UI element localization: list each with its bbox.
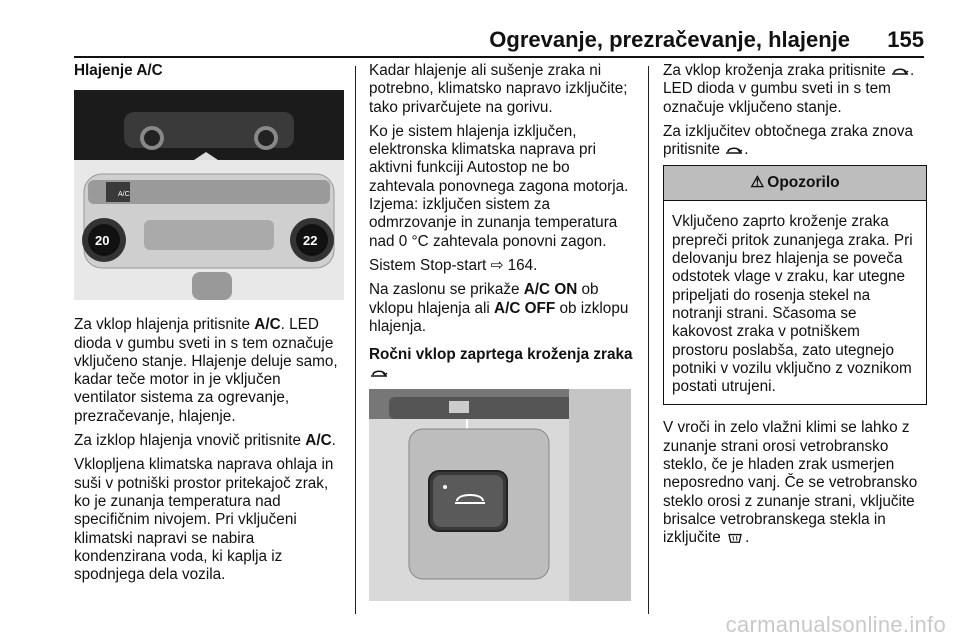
- paragraph-ac-info: Vklopljena klimatska naprava ohlaja in suši v potniški prostor pritekajoč zrak, ko je zunanja temperatura nad specifičnim nivojem. Pri vključeni klimatski napravi se nabira kondenzirana voda, ki kaplja iz spodnjega dela vozila.: [74, 456, 334, 584]
- recirculation-icon: [890, 65, 910, 77]
- warning-text: Vključeno zaprto kroženje zraka prepreči pritok zunanjega zraka. Pri delovanju brez hlajenja se poveča odstotek vlage v zraku, kar utegne pripeljati do rosenja stekel na notranji strani. Sčasoma se kakovost zraka v potniškem prostoru poslabša, zato utegnejo potniki v vozilu vključno z voznikom postati utrujeni.: [672, 213, 913, 396]
- recirculation-button-illustration: [369, 389, 631, 601]
- paragraph-recirc-on: Za vklop kroženja zraka pritisnite . LED dioda v gumbu sveti in s tem označuje vključeno stanje.: [663, 62, 915, 116]
- climate-panel-figure: [74, 90, 344, 300]
- column-divider-2: [648, 66, 649, 614]
- paragraph-fogging: V vroči in zelo vlažni klimi se lahko z zunanje strani orosi vetrobransko steklo, če je hladen zrak usmerjen neposredno vanj. Če se vetrobransko steklo orosi z zunanje strani, vključite brisalce vetrobranskega stekla in izključite .: [663, 419, 918, 547]
- column-1: [74, 62, 344, 590]
- paragraph-ac-on: Za vklop hlajenja pritisnite A/C. LED dioda v gumbu sveti in s tem označuje vključeno stanje. Hlajenje deluje samo, kadar teče motor in je vključen ventilator sistema za ogrevanje, prezračevanje, hlajenje.: [74, 316, 338, 425]
- column-3: [663, 62, 927, 554]
- paragraph-fuel: Kadar hlajenje ali sušenje zraka ni potrebno, klimatsko napravo izključite; tako privarčujete na gorivu.: [369, 62, 628, 116]
- column-divider-1: [355, 66, 356, 614]
- paragraph-ac-off: Za izklop hlajenja vnovič pritisnite A/C.: [74, 432, 336, 450]
- reference-arrow-icon: ⇨: [490, 256, 504, 274]
- section-heading-ac: Hlajenje A/C: [74, 62, 163, 79]
- warning-header: [664, 166, 926, 201]
- warning-title: Opozorilo: [767, 174, 840, 192]
- warning-box: [663, 165, 927, 405]
- paragraph-autostop: Ko je sistem hlajenja izključen, elektronska klimatska naprava pri aktivni funkciji Autostop ne bo zahtevala ponovnega zagona motorja. Izjema: izključen sistem za odmrzovanje in zunanja temperatura nad 0 °C zahtevala ponovni zagon.: [369, 122, 629, 250]
- page-header: [0, 0, 960, 56]
- recirculation-icon: [369, 367, 389, 379]
- column-2: [369, 62, 633, 601]
- page-number: 155: [887, 27, 924, 52]
- left-temp-readout: 20: [95, 233, 110, 249]
- right-temp-readout: 22: [303, 233, 318, 249]
- chapter-title: Ogrevanje, prezračevanje, hlajenje: [489, 27, 850, 52]
- windscreen-defog-icon: [725, 532, 745, 544]
- recirculation-icon: [724, 144, 744, 156]
- header-rule: [74, 56, 924, 58]
- recirculation-button-figure: [369, 389, 631, 601]
- climate-panel-illustration: [74, 90, 344, 300]
- ac-button-label: A/C: [118, 191, 130, 199]
- warning-triangle-icon: ⚠: [750, 174, 765, 192]
- section-heading-recirc: Ročni vklop zaprtega kroženja zraka: [369, 346, 633, 383]
- paragraph-stop-start: Sistem Stop-start ⇨ 164.: [369, 256, 538, 274]
- paragraph-recirc-off: Za izključitev obtočnega zraka znova pritisnite .: [663, 122, 913, 159]
- watermark: carmanualsonline.info: [725, 612, 946, 637]
- paragraph-display: Na zaslonu se prikaže A/C ON ob vklopu hlajenja ali A/C OFF ob izklopu hlajenja.: [369, 281, 629, 335]
